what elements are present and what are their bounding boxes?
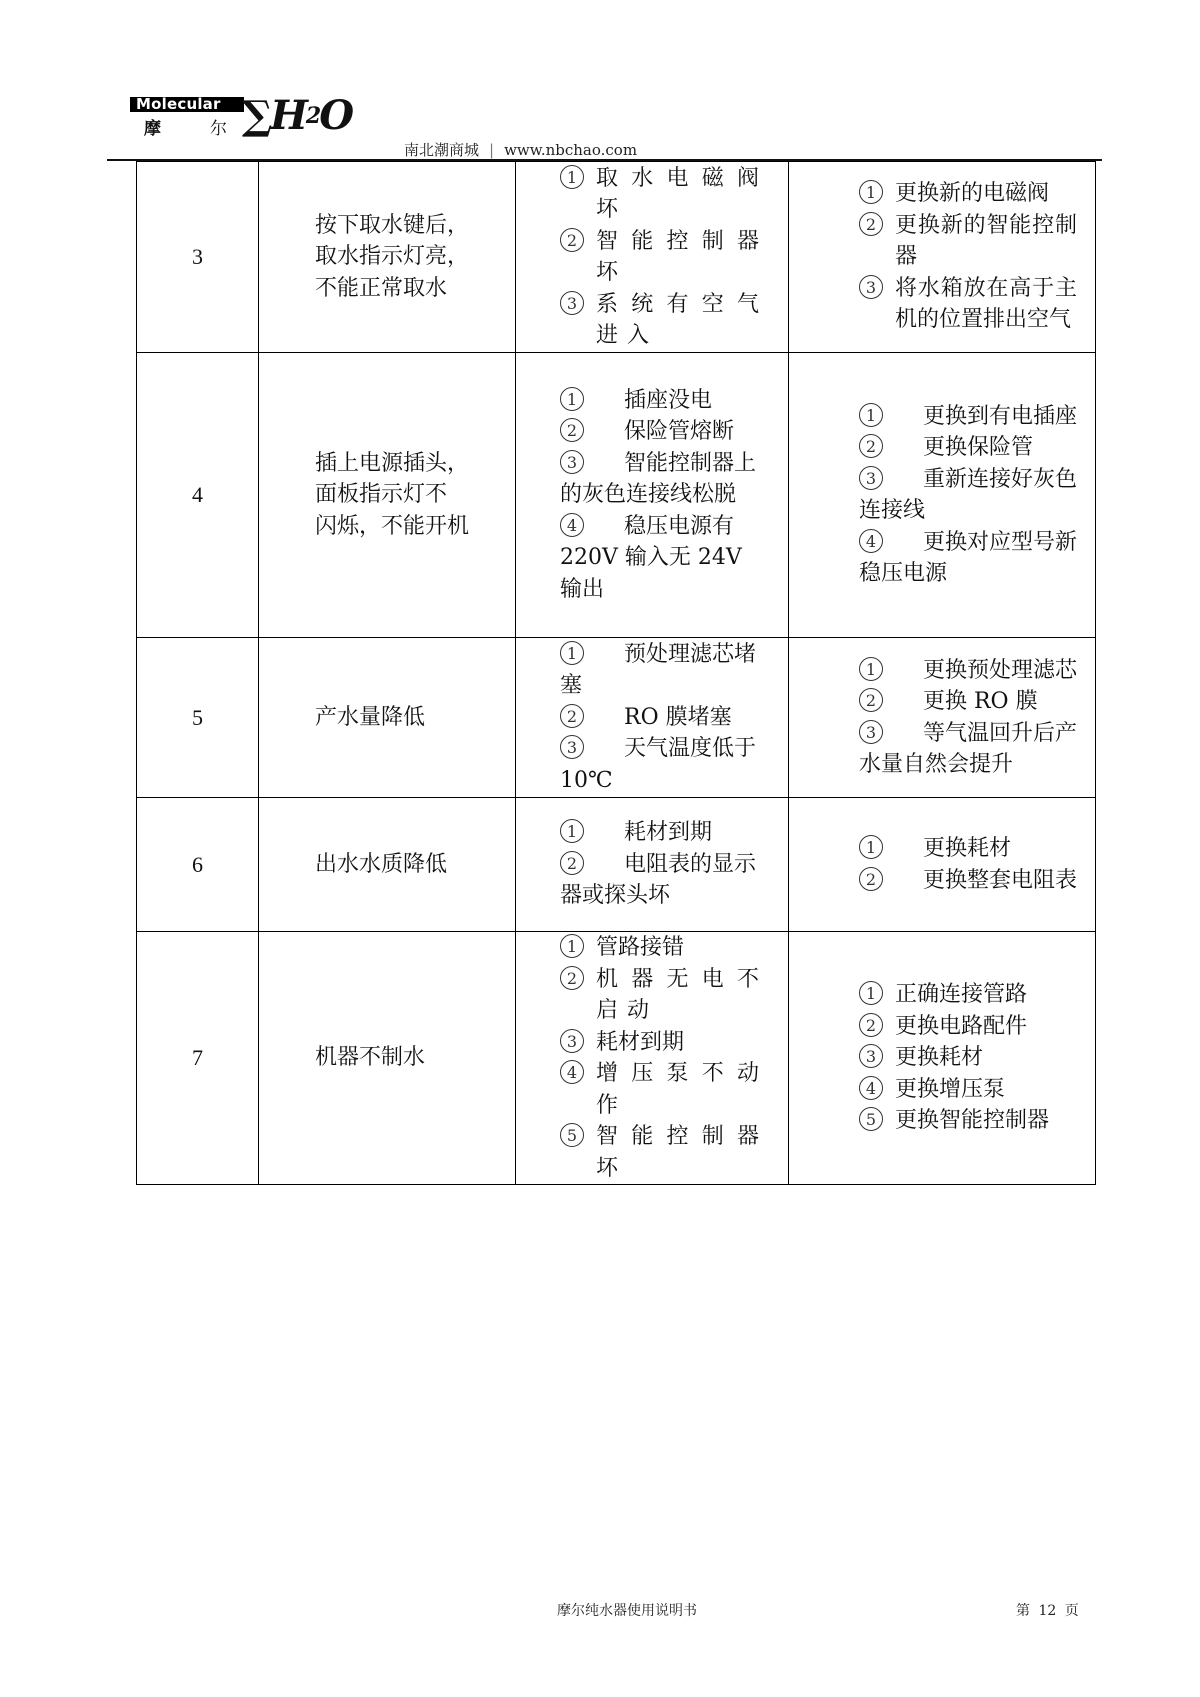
cause-item: 1 管路接错 [560, 932, 768, 964]
sigma-glyph: ∑ [242, 92, 271, 139]
site-line [404, 139, 637, 160]
symptom-cell [259, 162, 516, 353]
fix-item: 1 更换预处理滤芯 [859, 655, 1077, 687]
circled-number: 2 [859, 212, 883, 236]
cause-item: 2 机器无电不启动 [560, 964, 768, 1027]
fix-item: 3 等气温回升后产水量自然会提升 [859, 720, 1078, 777]
circled-number: 1 [859, 657, 883, 681]
cause-cell [516, 638, 789, 798]
fix-item: 3 重新连接好灰色连接线 [859, 466, 1078, 523]
circled-number: 2 [560, 704, 584, 728]
row-number: 4 [137, 353, 259, 638]
row-number: 3 [137, 162, 259, 353]
cause-item: 4 稳压电源有 220V 输入无 24V 输出 [560, 513, 742, 602]
site-url[interactable]: www.nbchao.com [504, 141, 638, 159]
fix-item: 4 更换增压泵 [859, 1074, 1077, 1106]
fix-item: 1 更换耗材 [859, 833, 1077, 865]
fix-item: 1 更换新的电磁阀 [859, 178, 1077, 210]
footer-doc-title: 摩尔纯水器使用说明书 [557, 1603, 697, 1619]
circled-number: 1 [859, 835, 883, 859]
circled-number: 1 [859, 180, 883, 204]
circled-number: 3 [859, 275, 883, 299]
table-row [137, 638, 1096, 798]
fix-item: 1 更换到有电插座 [859, 401, 1077, 433]
fix-item: 2 更换新的智能控制器 [859, 210, 1077, 273]
symptom-cell [259, 798, 516, 932]
circled-number: 3 [560, 735, 584, 759]
symptom-line: 不能正常取水 [315, 275, 448, 301]
table-row [137, 162, 1096, 353]
cause-item: 1 取水电磁阀坏 [560, 163, 768, 226]
circled-number: 2 [859, 867, 883, 891]
row-number: 7 [137, 932, 259, 1185]
subscript-2: 2 [305, 103, 320, 129]
circled-number: 5 [859, 1107, 883, 1131]
cause-cell [516, 162, 789, 353]
circled-number: 3 [859, 1044, 883, 1068]
fix-item: 3 将水箱放在高于主机的位置排出空气 [859, 273, 1077, 336]
row-number: 6 [137, 798, 259, 932]
circled-number: 1 [859, 403, 883, 427]
fix-item: 1 正确连接管路 [859, 979, 1077, 1011]
cause-item: 1 预处理滤芯堵塞 [560, 641, 757, 699]
cause-item: 3 耗材到期 [560, 1027, 768, 1059]
table-row [137, 798, 1096, 932]
fix-item: 2 更换电路配件 [859, 1011, 1077, 1043]
circled-number: 1 [560, 165, 584, 189]
circled-number: 3 [859, 720, 883, 744]
site-name: 南北潮商城 [404, 141, 480, 159]
logo-h2o-mark [242, 91, 352, 141]
circled-number: 2 [560, 228, 584, 252]
fix-cell [789, 638, 1096, 798]
circled-number: 1 [560, 934, 584, 958]
symptom-cell [259, 638, 516, 798]
circled-number: 4 [560, 1060, 584, 1084]
circled-number: 2 [859, 1013, 883, 1037]
cause-item: 4 增压泵不动作 [560, 1058, 768, 1121]
table-row [137, 932, 1096, 1185]
symptom-line: 按下取水键后， [315, 212, 470, 238]
fix-item: 2 更换保险管 [859, 432, 1077, 464]
circled-number: 2 [560, 418, 584, 442]
separator: | [489, 141, 495, 159]
cause-item: 5 智能控制器坏 [560, 1121, 768, 1184]
circled-number: 2 [560, 851, 584, 875]
circled-number: 2 [560, 966, 584, 990]
fix-cell [789, 798, 1096, 932]
brand-logo [130, 92, 360, 147]
cause-cell [516, 798, 789, 932]
cause-item: 3 系统有空气进入 [560, 289, 768, 352]
symptom-line: 机器不制水 [315, 1045, 426, 1071]
symptom-line: 产水量降低 [315, 704, 426, 730]
symptom-line: 出水水质降低 [315, 851, 448, 877]
circled-number: 2 [859, 688, 883, 712]
circled-number: 5 [560, 1123, 584, 1147]
symptom-cell [259, 353, 516, 638]
logo-cn-char-2: 尔 [210, 119, 227, 139]
fix-item: 2 更换 RO 膜 [859, 686, 1077, 718]
cause-item: 2 电阻表的显示器或探头坏 [560, 851, 757, 909]
cause-item: 2 智能控制器坏 [560, 226, 768, 289]
fix-item: 4 更换对应型号新稳压电源 [859, 529, 1078, 586]
cause-cell [516, 353, 789, 638]
symptom-line: 面板指示灯不 [315, 482, 448, 508]
troubleshooting-table [136, 161, 1096, 1185]
cause-item: 1 耗材到期 [560, 817, 768, 849]
fix-cell [789, 353, 1096, 638]
fix-item: 3 更换耗材 [859, 1042, 1077, 1074]
fix-item: 2 更换整套电阻表 [859, 865, 1077, 897]
footer-page-number: 第 12 页 [1016, 1603, 1079, 1619]
circled-number: 3 [560, 1029, 584, 1053]
h-glyph: H [270, 92, 306, 139]
cause-item: 1 插座没电 [560, 385, 768, 417]
circled-number: 4 [560, 513, 584, 537]
circled-number: 1 [560, 819, 584, 843]
cause-item: 3 天气温度低于 10℃ [560, 736, 757, 793]
row-number: 5 [137, 638, 259, 798]
fix-item: 5 更换智能控制器 [859, 1105, 1077, 1137]
circled-number: 1 [859, 981, 883, 1005]
circled-number: 3 [560, 291, 584, 315]
circled-number: 2 [859, 434, 883, 458]
circled-number: 4 [859, 529, 883, 553]
symptom-line: 取水指示灯亮， [315, 244, 470, 270]
symptom-line: 插上电源插头， [315, 450, 470, 476]
o-glyph: O [319, 92, 353, 139]
symptom-line: 闪烁，不能开机 [315, 513, 470, 539]
circled-number: 3 [859, 466, 883, 490]
symptom-cell [259, 932, 516, 1185]
cause-item: 2 RO 膜堵塞 [560, 702, 768, 734]
circled-number: 1 [560, 387, 584, 411]
fix-cell [789, 932, 1096, 1185]
circled-number: 3 [560, 450, 584, 474]
cause-cell [516, 932, 789, 1185]
logo-cn-char-1: 摩 [144, 119, 161, 139]
circled-number: 1 [560, 641, 584, 665]
logo-band-text: Molecular [130, 97, 244, 112]
table-row [137, 353, 1096, 638]
circled-number: 4 [859, 1076, 883, 1100]
cause-item: 3 智能控制器上的灰色连接线松脱 [560, 450, 757, 508]
cause-item: 2 保险管熔断 [560, 416, 768, 448]
fix-cell [789, 162, 1096, 353]
